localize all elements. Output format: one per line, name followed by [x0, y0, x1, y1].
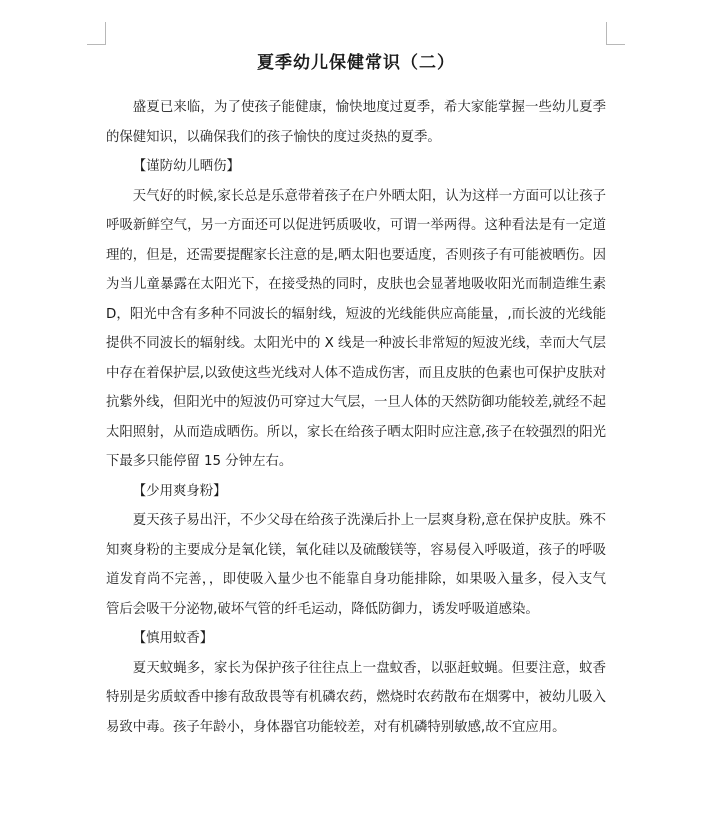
section-heading-mosquito-coil: 【慎用蚊香】: [132, 631, 214, 646]
section-body-powder: 夏天孩子易出汗，不少父母在给孩子洗澡后扑上一层爽身粉,意在保护皮肤。殊不知爽身粉的主要成分是氧化镁，氧化硅以及硫酸镁等，容易侵入呼吸道，孩子的呼吸道发育尚不完善，，即使吸入量少也不能靠自身功能排除，如果吸入量多，侵入支气管后会吸干分泌物,破坏气管的纤毛运动，降低防御力，诱发呼吸道感染。: [106, 513, 606, 617]
section-body-mosquito-coil: 夏天蚊蝇多，家长为保护孩子往往点上一盘蚊香，以驱赶蚊蝇。但要注意，蚊香特别是劣质蚊香中掺有敌敌畏等有机磷农药，燃烧时农药散布在烟雾中，被幼儿吸入易致中毒。孩子年龄小，身体器官功能较差，对有机磷特别敏感,故不宜应用。: [106, 660, 606, 735]
document-body[interactable]: [106, 50, 606, 742]
document-title: 夏季幼儿保健常识（二）: [257, 53, 455, 73]
section-heading-sunburn: 【谨防幼儿晒伤】: [132, 159, 240, 174]
crop-mark-top-left: [87, 22, 106, 45]
intro-paragraph: 盛夏已来临，为了使孩子能健康，愉快地度过夏季，希大家能掌握一些幼儿夏季的保健知识，以确保我们的孩子愉快的度过炎热的夏季。: [106, 100, 606, 145]
section-body-sunburn: 天气好的时候,家长总是乐意带着孩子在户外晒太阳，认为这样一方面可以让孩子呼吸新鲜空气，另一方面还可以促进钙质吸收，可谓一举两得。这种看法是有一定道理的，但是，还需要提醒家长注意的是,晒太阳也要适度，否则孩子有可能被晒伤。因为当儿童暴露在太阳光下，在接受热的同时，皮肤也会显著地吸收阳光而制造维生素 D，阳光中含有多种不同波长的辐射线，短波的光线能供应高能量，,而长波的光线能提供不同波长的辐射线。太阳光中的 X 线是一种波长非常短的短波光线，幸而大气层中存在着保护层,以致使这些光线对人体不造成伤害，而且皮肤的色素也可保护皮肤对抗紫外线，但阳光中的短波仍可穿过大气层，一旦人体的天然防御功能较差,就经不起太阳照射，从而造成晒伤。所以，家长在给孩子晒太阳时应注意,孩子在较强烈的阳光下最多只能停留 15 分钟左右。: [106, 188, 606, 469]
section-heading-powder: 【少用爽身粉】: [132, 483, 227, 499]
crop-mark-top-right: [606, 22, 625, 45]
